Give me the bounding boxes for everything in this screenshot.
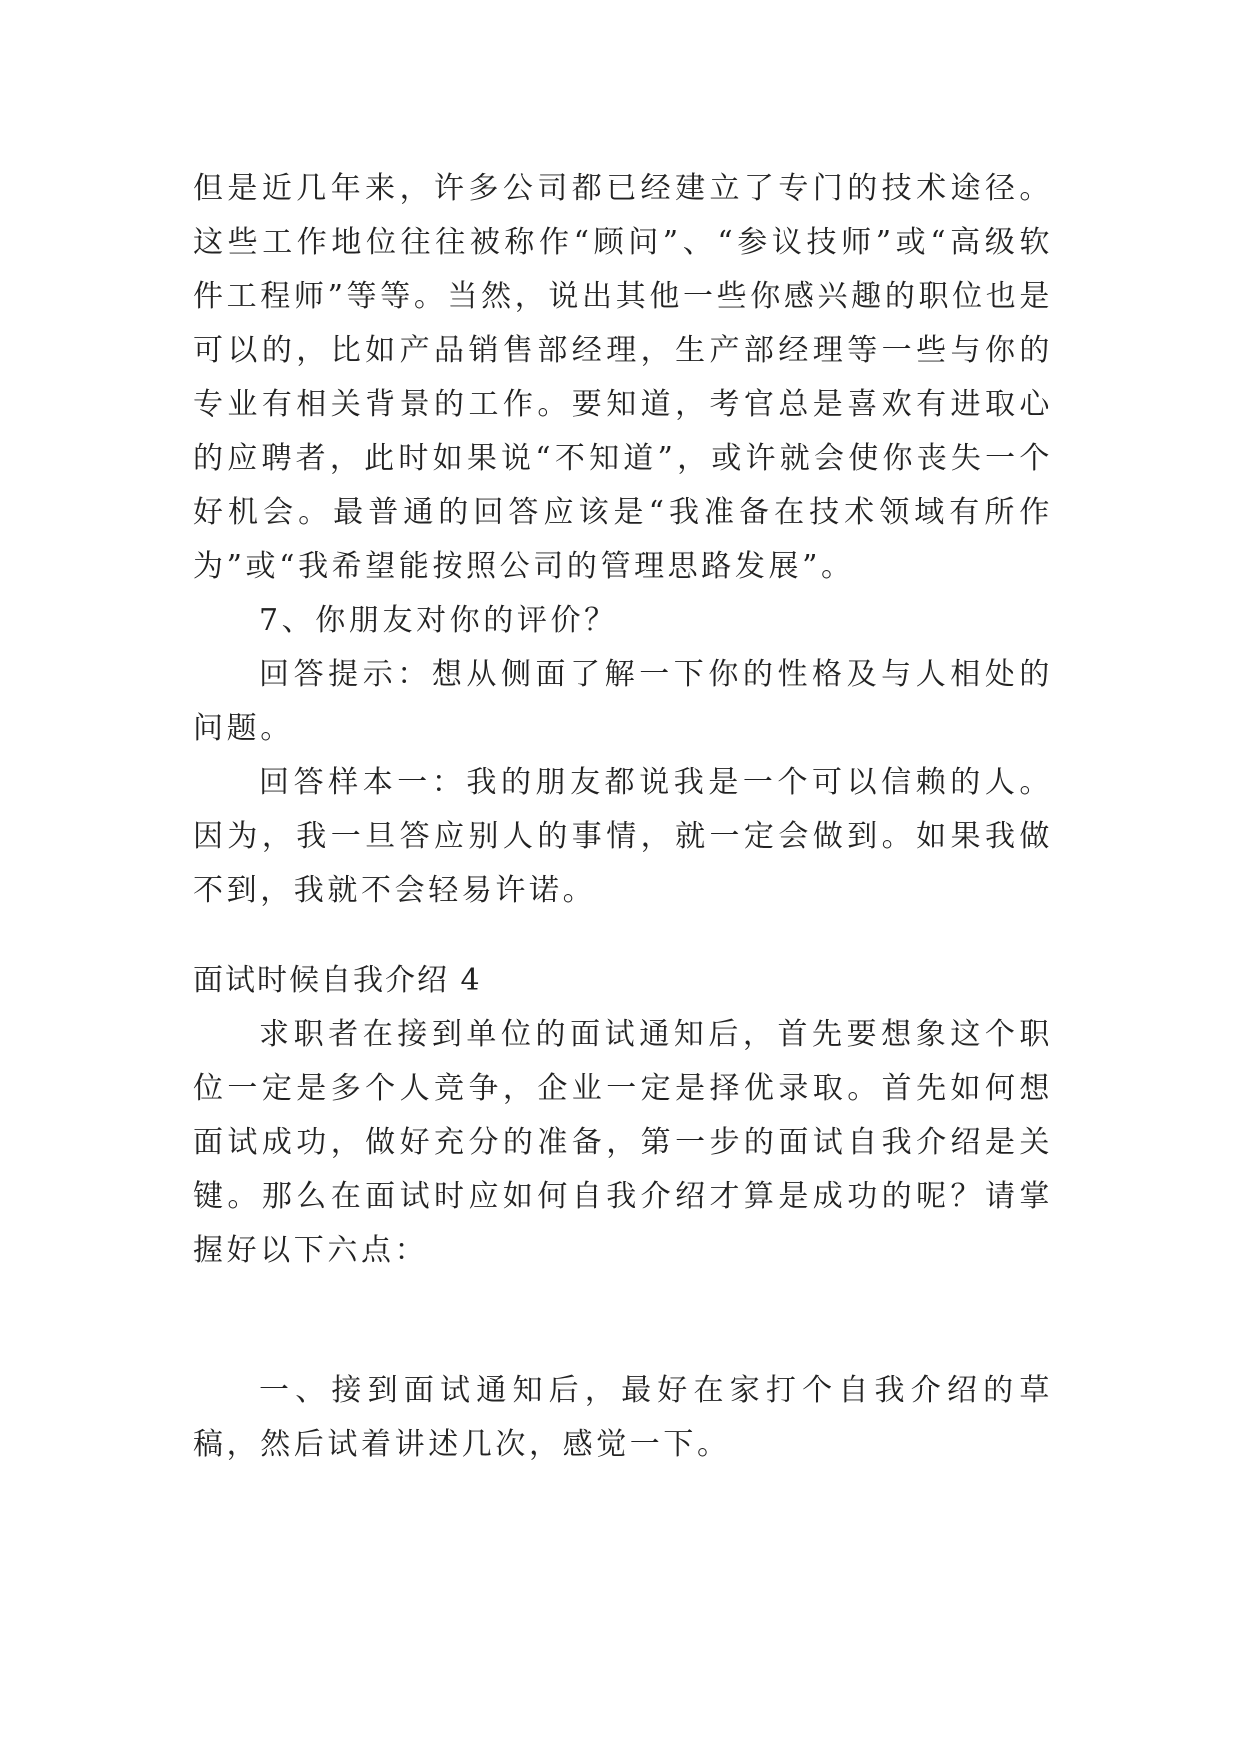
question-7: 7、你朋友对你的评价？: [259, 603, 618, 638]
document-body: [193, 162, 1053, 1472]
section-intro-paragraph: 求职者在接到单位的面试通知后，首先要想象这个职位一定是多个人竞争，企业一定是择优录取。首先如何想面试成功，做好充分的准备，第一步的面试自我介绍是关键。那么在面试时应如何自我介绍才算是成功的呢？请掌握好以下六点：: [193, 1017, 1053, 1268]
tip-1-paragraph: 一、接到面试通知后，最好在家打个自我介绍的草稿，然后试着讲述几次，感觉一下。: [193, 1373, 1053, 1462]
answer-sample-1: 回答样本一：我的朋友都说我是一个可以信赖的人。因为，我一旦答应别人的事情，就一定会做到。如果我做不到，我就不会轻易许诺。: [193, 765, 1053, 908]
paragraph-career-path: 但是近几年来，许多公司都已经建立了专门的技术途径。这些工作地位往往被称作“顾问”、“参议技师”或“高级软件工程师”等等。当然，说出其他一些你感兴趣的职位也是可以的，比如产品销售部经理，生产部经理等一些与你的专业有相关背景的工作。要知道，考官总是喜欢有进取心的应聘者，此时如果说“不知道”，或许就会使你丧失一个好机会。最普通的回答应该是“我准备在技术领域有所作为”或“我希望能按照公司的管理思路发展”。: [193, 171, 1053, 584]
section-heading: 面试时候自我介绍 4: [193, 963, 482, 998]
answer-hint: 回答提示：想从侧面了解一下你的性格及与人相处的问题。: [193, 657, 1053, 746]
